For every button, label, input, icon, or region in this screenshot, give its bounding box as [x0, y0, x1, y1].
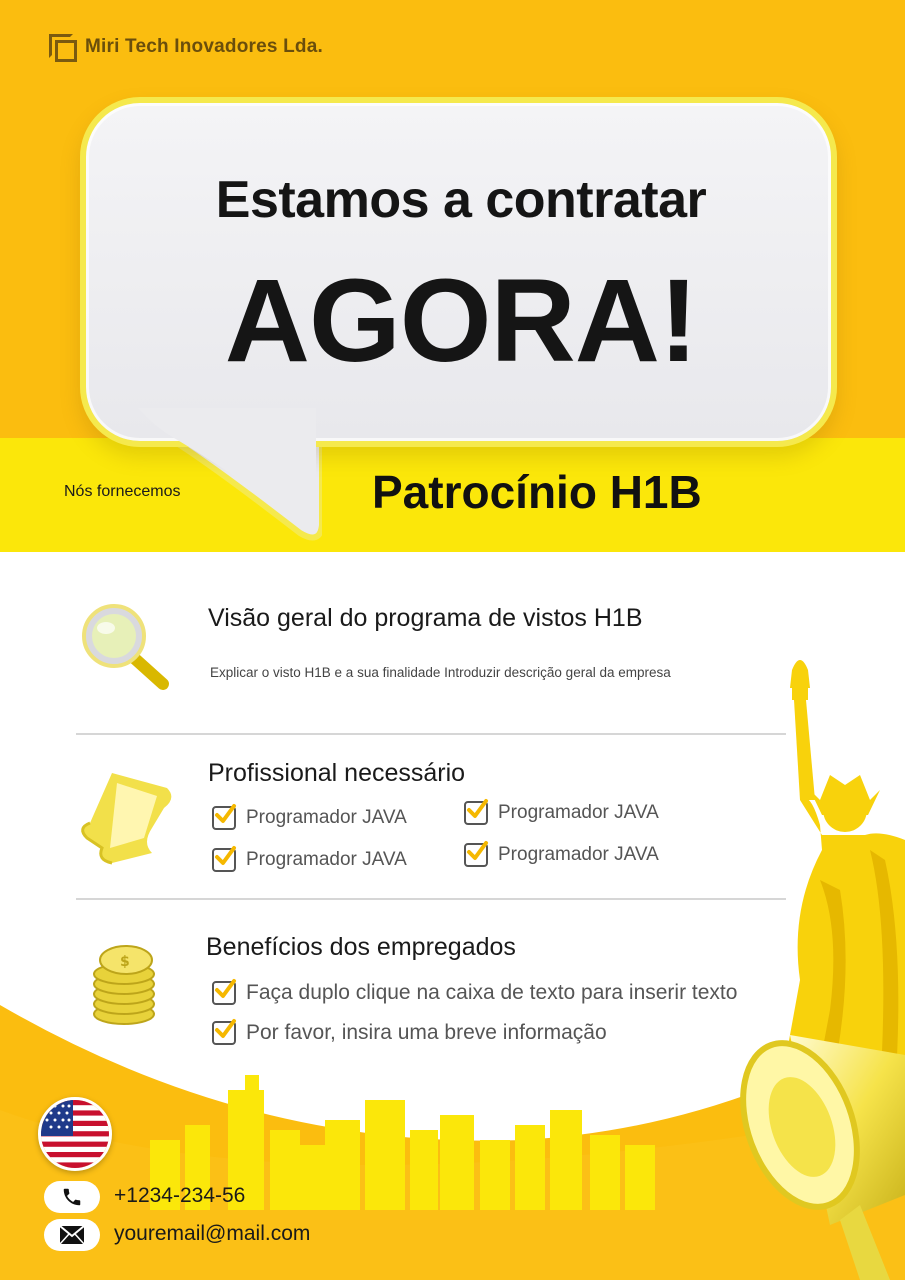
bubble-tail-cover — [132, 400, 322, 540]
professional-label: Programador JAVA — [246, 849, 407, 870]
professionals-title: Profissional necessário — [208, 759, 466, 787]
benefit-label: Por favor, insira uma breve informação — [246, 1021, 607, 1044]
company-name: Miri Tech Inovadores Lda. — [85, 36, 323, 57]
coins-icon — [88, 942, 163, 1027]
headline-hiring: Estamos a contratar — [215, 171, 707, 229]
checkbox-icon — [212, 806, 236, 830]
company-logo — [49, 34, 323, 60]
benefit-item — [212, 981, 737, 1005]
overview-title: Visão geral do programa de vistos H1B — [208, 604, 643, 632]
magnifier-icon — [78, 602, 173, 692]
email-pill — [44, 1219, 100, 1251]
headline-now: AGORA! — [224, 255, 698, 387]
checkbox-icon — [464, 843, 488, 867]
us-flag-icon — [38, 1097, 112, 1171]
benefit-item — [212, 1021, 607, 1045]
professional-label: Programador JAVA — [498, 844, 659, 865]
benefit-label: Faça duplo clique na caixa de texto para inserir texto — [246, 981, 738, 1004]
megaphone-icon — [740, 1015, 905, 1280]
svg-text:$: $ — [120, 954, 130, 970]
phone-icon — [61, 1186, 83, 1208]
overview-description: Explicar o visto H1B e a sua finalidade Introduzir descrição geral da empresa — [210, 665, 671, 680]
professional-label: Programador JAVA — [246, 807, 407, 828]
sponsorship-title: Patrocínio H1B — [372, 466, 702, 518]
professional-item — [212, 848, 407, 872]
professional-item — [464, 843, 659, 867]
checkbox-icon — [212, 1021, 236, 1045]
divider-1 — [76, 733, 786, 735]
professional-item — [212, 806, 407, 830]
divider-2 — [76, 898, 786, 900]
phone-number[interactable]: +1234-234-56 — [114, 1184, 246, 1207]
professional-label: Programador JAVA — [498, 802, 659, 823]
phone-pill — [44, 1181, 100, 1213]
checkbox-icon — [212, 848, 236, 872]
scroll-icon — [72, 768, 177, 868]
email-address[interactable]: youremail@mail.com — [114, 1222, 311, 1245]
checkbox-icon — [464, 801, 488, 825]
logo-icon — [49, 34, 75, 60]
professional-item — [464, 801, 659, 825]
mail-icon — [59, 1225, 85, 1245]
benefits-title: Benefícios dos empregados — [206, 933, 516, 961]
checkbox-icon — [212, 981, 236, 1005]
provide-label: Nós fornecemos — [64, 483, 181, 500]
